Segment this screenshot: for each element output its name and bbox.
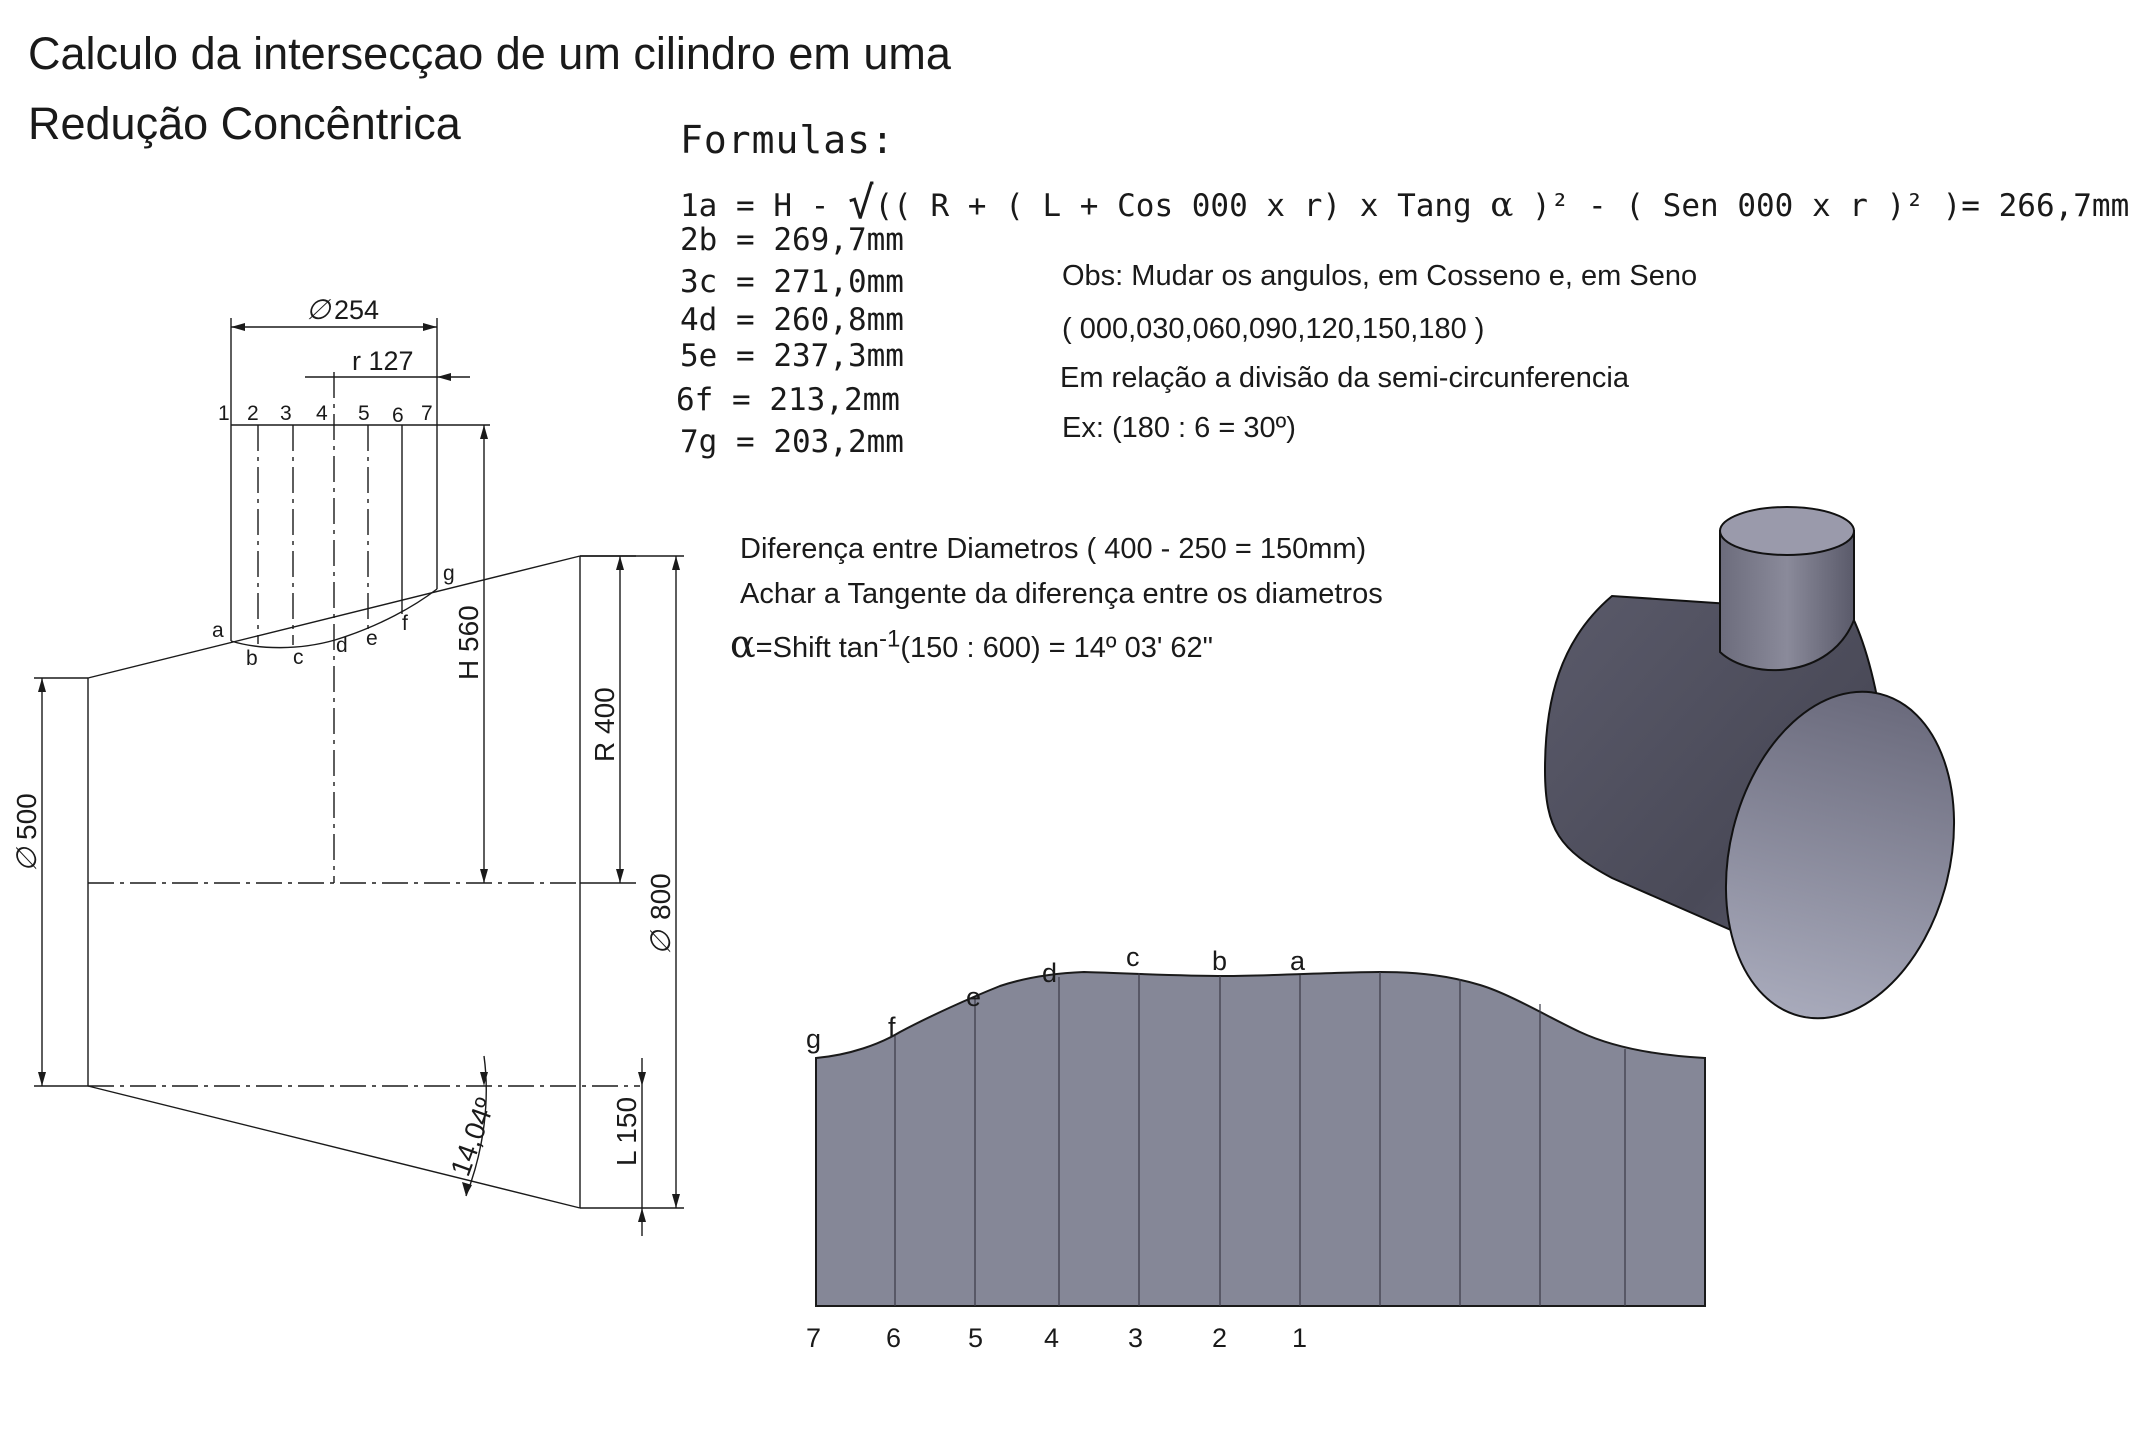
- diameter-symbol: ∅: [11, 847, 42, 872]
- dev-letter-f: f: [888, 1012, 896, 1042]
- formula-result-3c: 3c = 271,0mm: [680, 264, 904, 300]
- cylinder-opening: [1720, 507, 1854, 555]
- curve-letter-a: a: [212, 619, 224, 642]
- development-template: [806, 942, 1705, 1353]
- top-division-numbers: [218, 402, 433, 427]
- dev-number-7: 7: [806, 1323, 822, 1353]
- page-title-line-2: Redução Concêntrica: [28, 98, 461, 149]
- diff-superscript: -1: [879, 625, 901, 653]
- curve-letter-b: b: [246, 647, 258, 670]
- obs-line-3: Em relação a divisão da semi-circunferencia: [1060, 362, 1629, 394]
- diff-line-1: Diferença entre Diametros ( 400 - 250 = 150mm): [740, 533, 1367, 565]
- cone-bottom-slant: [88, 1086, 580, 1208]
- formula-result-7g: 7g = 203,2mm: [680, 424, 904, 460]
- dev-letter-b: b: [1212, 946, 1228, 976]
- alpha-symbol: α: [1490, 185, 1514, 225]
- top-number-6: 6: [392, 404, 404, 427]
- top-number-2: 2: [247, 402, 259, 425]
- diff-line-3-shift: =Shift tan: [755, 632, 880, 664]
- dim-h560-label: H 560: [453, 605, 484, 680]
- formula-1a-prefix: 1a = H -: [680, 188, 848, 224]
- dim-r400-label: R 400: [589, 687, 620, 762]
- curve-letter-d: d: [336, 634, 348, 657]
- dev-letter-g: g: [806, 1024, 822, 1054]
- formula-1a-result: )² - ( Sen 000 x r )² )= 266,7mm: [1513, 188, 2129, 224]
- isometric-3d-view: [1545, 507, 1987, 1043]
- dev-number-2: 2: [1212, 1323, 1228, 1353]
- curve-letter-f: f: [402, 612, 408, 635]
- sqrt-symbol: √: [847, 178, 875, 229]
- dim-254-label: 254: [334, 295, 380, 325]
- dimension-arrowheads: [38, 323, 680, 1222]
- dev-number-4: 4: [1044, 1323, 1060, 1353]
- top-number-1: 1: [218, 402, 230, 425]
- dimension-labels: [11, 294, 676, 1180]
- dev-letter-d: d: [1042, 958, 1058, 988]
- curve-letter-g: g: [443, 562, 455, 585]
- top-number-3: 3: [280, 402, 292, 425]
- diff-line-3-result: (150 : 600) = 14º 03' 62": [900, 632, 1213, 664]
- dim-angle-label: 14,04º: [444, 1093, 502, 1181]
- dev-letter-a: a: [1290, 946, 1306, 976]
- dim-r127-label: r 127: [352, 346, 414, 376]
- alpha-symbol: α: [730, 622, 756, 666]
- dev-number-5: 5: [968, 1323, 984, 1353]
- formula-result-2b: 2b = 269,7mm: [680, 222, 904, 258]
- dev-letter-e: e: [966, 982, 982, 1012]
- page-title-line-1: Calculo da intersecçao de um cilindro em uma: [28, 28, 951, 79]
- curve-letter-c: c: [293, 646, 304, 669]
- dev-number-3: 3: [1128, 1323, 1144, 1353]
- obs-line-4: Ex: (180 : 6 = 30º): [1062, 412, 1296, 444]
- dim-800-label: 800: [645, 873, 676, 920]
- diff-line-2: Achar a Tangente da diferença entre os diametros: [740, 578, 1383, 610]
- formula-result-5e: 5e = 237,3mm: [680, 338, 904, 374]
- curve-letter-e: e: [366, 627, 378, 650]
- diameter-symbol: ∅: [645, 930, 676, 955]
- dev-letter-c: c: [1126, 942, 1140, 972]
- dev-number-1: 1: [1292, 1323, 1308, 1353]
- obs-line-2: ( 000,030,060,090,120,150,180 ): [1062, 313, 1485, 345]
- formula-1a-body: (( R + ( L + Cos 000 x r) x Tang: [874, 188, 1491, 224]
- obs-line-1: Obs: Mudar os angulos, em Cosseno e, em Seno: [1062, 260, 1698, 292]
- dim-500-label: 500: [11, 793, 42, 840]
- top-number-7: 7: [421, 402, 433, 425]
- top-number-5: 5: [358, 402, 370, 425]
- dim-l150-label: L 150: [611, 1096, 642, 1166]
- diameter-symbol: ∅: [306, 294, 331, 325]
- top-number-4: 4: [316, 402, 328, 425]
- formula-result-6f: 6f = 213,2mm: [676, 382, 900, 418]
- formula-result-4d: 4d = 260,8mm: [680, 302, 904, 338]
- template-shape: [816, 972, 1705, 1306]
- dev-number-6: 6: [886, 1323, 902, 1353]
- side-view-drawing: [34, 318, 684, 1236]
- template-bottom-numbers: [806, 1323, 1307, 1353]
- formulas-heading: Formulas:: [680, 118, 895, 162]
